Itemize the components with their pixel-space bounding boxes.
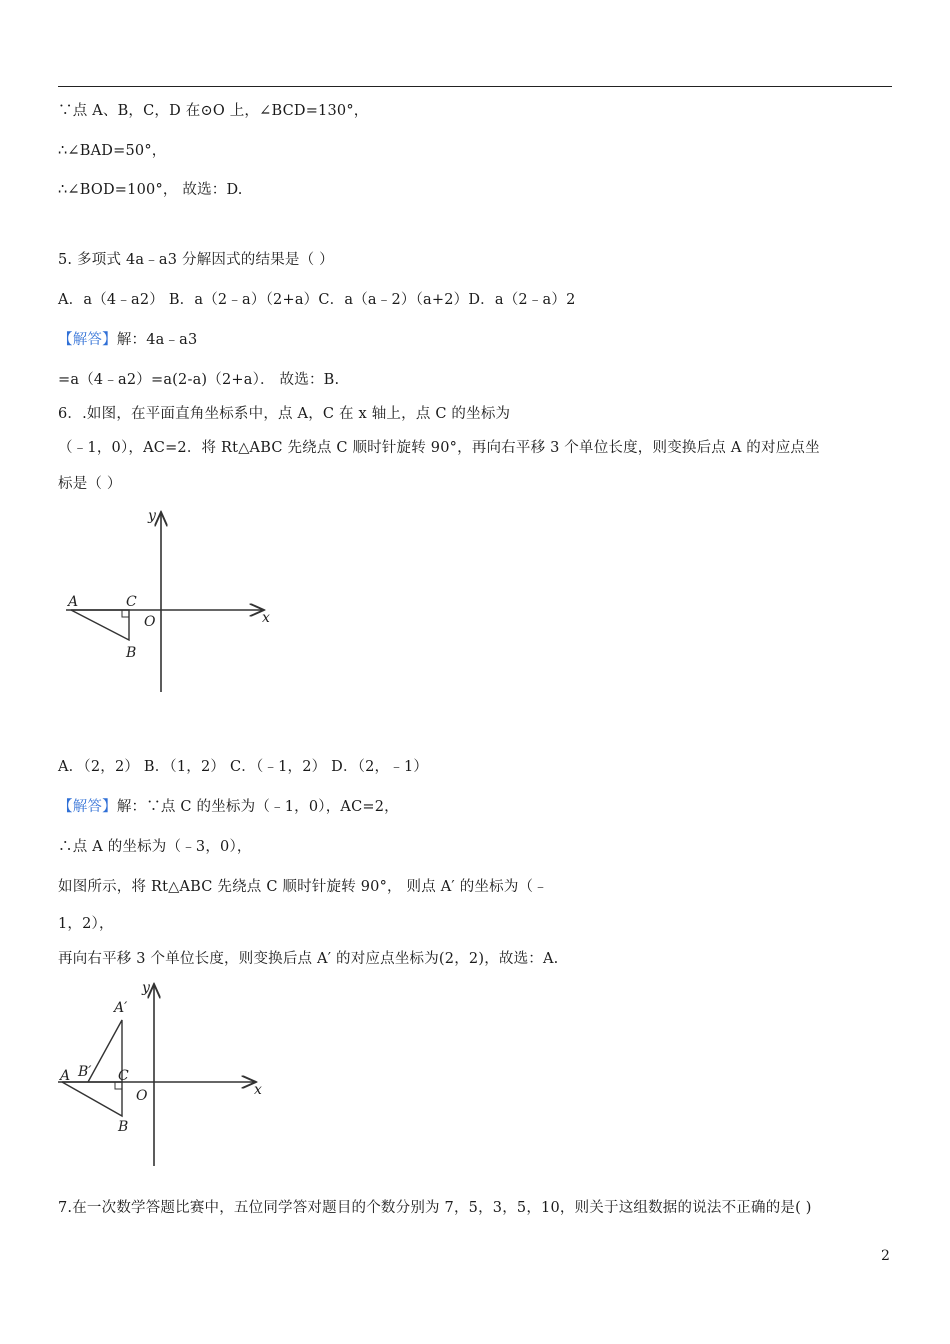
- label-y: y: [148, 508, 156, 524]
- question-5-stem: 5. 多项式 4a﹣a3 分解因式的结果是（ ）: [58, 252, 334, 268]
- solution-line: ∴∠BOD=100°， 故选：D.: [58, 182, 243, 198]
- page-number: 2: [881, 1248, 890, 1264]
- answer-tag: 【解答】: [58, 799, 117, 815]
- answer-text: 解：∵点 C 的坐标为（﹣1，0），AC=2，: [116, 799, 399, 815]
- label-y: y: [142, 980, 150, 996]
- question-6-stem: 标是（ ）: [58, 476, 122, 492]
- label-b: B: [118, 1119, 129, 1135]
- question-5-answer-line: =a（4﹣a2）=a(2-a)（2+a）． 故选：B.: [58, 372, 340, 388]
- question-6-answer: [58, 795, 399, 816]
- question-6-options: A．（2，2） B．（1，2） C．（﹣1，2） D．（2，﹣1）: [58, 759, 429, 775]
- label-a-prime: A′: [114, 1000, 128, 1016]
- coordinate-figure-original: [58, 500, 288, 700]
- label-c: C: [126, 594, 137, 610]
- question-6-answer-line: 如图所示，将 Rt△ABC 先绕点 C 顺时针旋转 90°， 则点 A′ 的坐标为（﹣: [58, 879, 548, 895]
- header-rule: [58, 86, 892, 87]
- question-6-answer-line: ∴点 A 的坐标为（﹣3，0），: [58, 839, 252, 855]
- question-6-stem: 6．.如图，在平面直角坐标系中，点 A，C 在 x 轴上，点 C 的坐标为: [58, 406, 511, 422]
- label-a: A: [60, 1068, 71, 1084]
- answer-text: 解：4a﹣a3: [116, 332, 198, 348]
- triangle-abc: [71, 610, 129, 640]
- right-angle-mark: [122, 610, 129, 617]
- question-7-stem: 7.在一次数学答题比赛中，五位同学答对题目的个数分别为 7，5，3，5，10，则关于这组数据的说法不正确的是( ): [58, 1200, 812, 1216]
- label-a: A: [68, 594, 79, 610]
- solution-line: ∴∠BAD=50°，: [58, 143, 167, 159]
- label-o: O: [136, 1088, 148, 1104]
- label-b-prime: B′: [78, 1064, 92, 1080]
- label-o: O: [144, 614, 156, 630]
- label-x: x: [262, 610, 270, 626]
- label-x: x: [254, 1082, 262, 1098]
- label-c: C: [118, 1068, 129, 1084]
- coordinate-figure-rotated: [52, 976, 282, 1176]
- triangle-rotated: [88, 1020, 122, 1082]
- answer-tag: 【解答】: [58, 332, 117, 348]
- triangle-abc: [62, 1082, 122, 1116]
- question-5-options: A．a（4﹣a2） B．a（2﹣a）（2+a）C．a（a﹣2）（a+2）D．a（2﹣a）2: [58, 292, 576, 308]
- question-6-answer-line: 再向右平移 3 个单位长度，则变换后点 A′ 的对应点坐标为(2，2)，故选：A.: [58, 951, 559, 967]
- label-b: B: [126, 645, 137, 661]
- question-5-answer: [58, 328, 197, 349]
- solution-line: ∵点 A、B，C，D 在⊙O 上，∠BCD=130°，: [58, 103, 369, 119]
- question-6-stem: （﹣1，0），AC=2．将 Rt△ABC 先绕点 C 顺时针旋转 90°，再向右平移 3 个单位长度，则变换后点 A 的对应点坐: [58, 440, 820, 456]
- question-6-answer-line: 1，2），: [58, 916, 114, 932]
